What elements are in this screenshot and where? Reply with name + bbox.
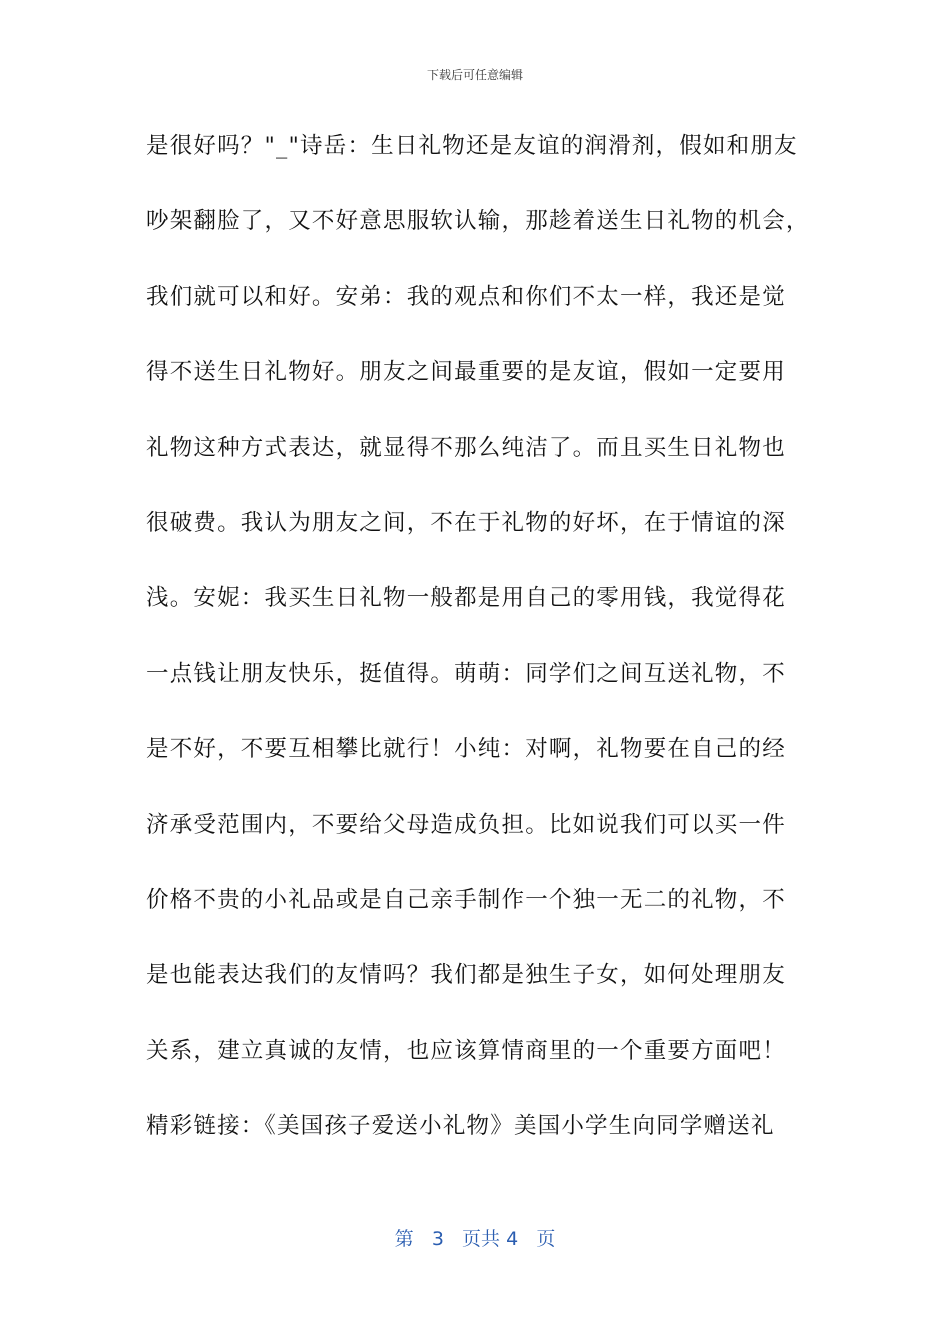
text-line: 很破费。我认为朋友之间，不在于礼物的好坏，在于情谊的深 <box>146 509 786 536</box>
text-line: 我们就可以和好。安弟：我的观点和你们不太一样，我还是觉 <box>146 283 786 310</box>
page-header: 下载后可任意编辑 <box>426 68 523 82</box>
text-line: 是很好吗？"_"诗岳：生日礼物还是友谊的润滑剂，假如和朋友 <box>146 133 798 159</box>
text-line: 是不好，不要互相攀比就行！小纯：对啊，礼物要在自己的经 <box>146 736 786 763</box>
document-body <box>146 128 816 1183</box>
text-line: 精彩链接：《美国孩子爱送小礼物》美国小学生向同学赠送礼 <box>146 1113 775 1140</box>
text-line: 得不送生日礼物好。朋友之间最重要的是友谊，假如一定要用 <box>146 359 786 386</box>
page-total: 4 <box>506 1228 519 1250</box>
page-footer <box>0 1224 950 1251</box>
text-line: 济承受范围内，不要给父母造成负担。比如说我们可以买一件 <box>146 811 786 838</box>
text-line: 吵架翻脸了，又不好意思服软认输，那趁着送生日礼物的机会， <box>146 208 810 235</box>
text-line: 关系，建立真诚的友情，也应该算情商里的一个重要方面吧！ <box>146 1037 786 1064</box>
page-suffix: 页 <box>536 1228 556 1250</box>
text-line: 浅。安妮：我买生日礼物一般都是用自己的零用钱，我觉得花 <box>146 585 786 612</box>
text-line: 价格不贵的小礼品或是自己亲手制作一个独一无二的礼物，不 <box>146 886 786 913</box>
page-middle: 页共 <box>462 1228 501 1250</box>
text-line: 礼物这种方式表达，就显得不那么纯洁了。而且买生日礼物也 <box>146 434 786 461</box>
text-line: 是也能表达我们的友情吗？我们都是独生子女，如何处理朋友 <box>146 962 786 989</box>
page-prefix: 第 <box>394 1228 414 1250</box>
page-current: 3 <box>431 1228 444 1250</box>
text-line: 一点钱让朋友快乐，挺值得。萌萌：同学们之间互送礼物，不 <box>146 660 786 687</box>
